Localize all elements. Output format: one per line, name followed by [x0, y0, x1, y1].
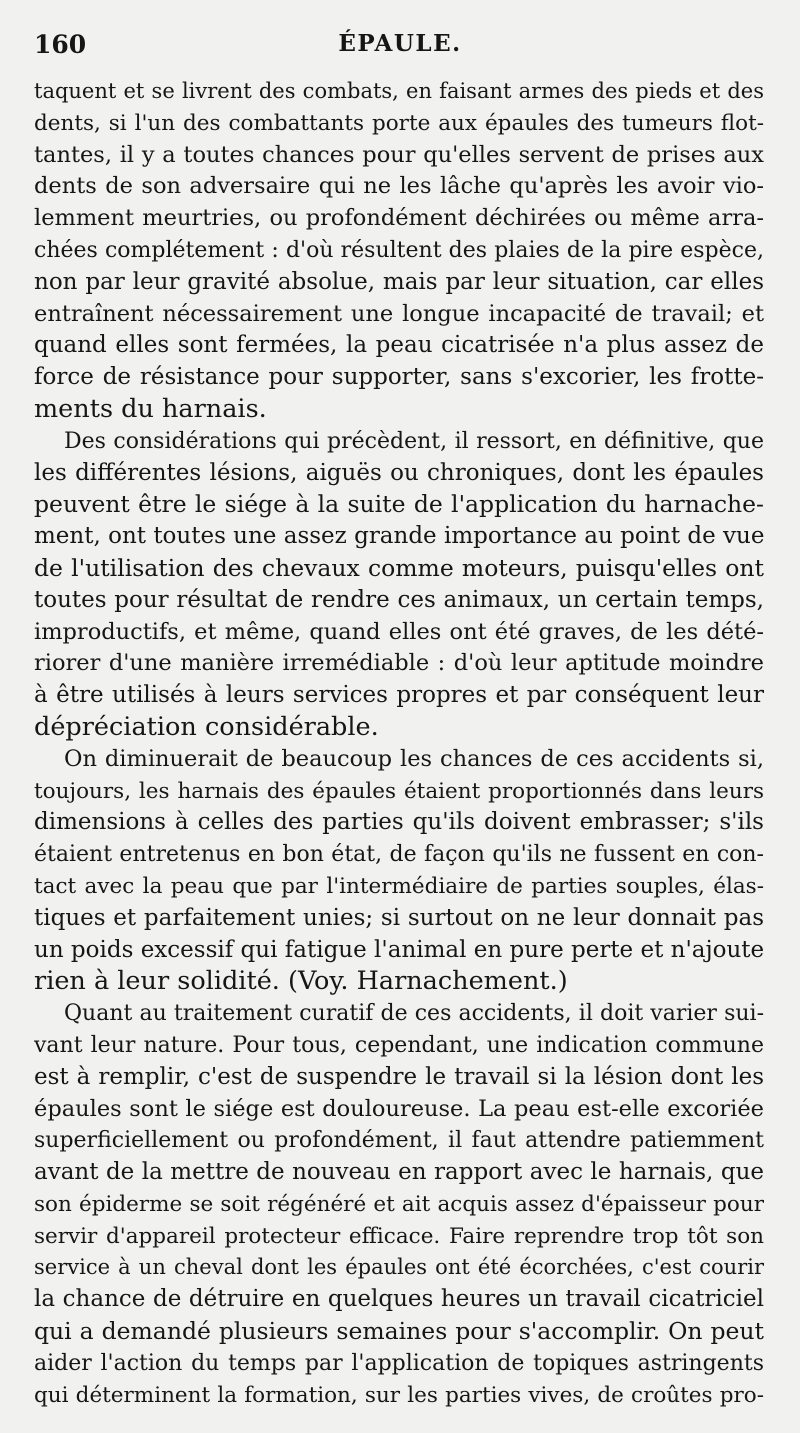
text-line: tantes, il y a toutes chances pour qu'elles servent de prises aux	[34, 141, 764, 168]
text-line: aider l'action du temps par l'application de topiques astringents	[34, 1350, 764, 1376]
text-line: toutes pour résultat de rendre ces animaux, un certain temps,	[34, 586, 764, 613]
page-header	[34, 30, 766, 64]
text-line: tact avec la peau que par l'intermédiaire de parties souples, élas-	[34, 873, 764, 899]
text-line: improductifs, et même, quand elles ont été graves, de les dété-	[34, 618, 764, 645]
text-line: tiques et parfaitement unies; si surtout on ne leur donnait pas	[34, 904, 764, 931]
text-line: vant leur nature. Pour tous, cependant, une indication commune	[34, 1032, 764, 1058]
text-line: toujours, les harnais des épaules étaient proportionnés dans leurs	[34, 778, 764, 804]
text-line: riorer d'une manière irremédiable : d'où leur aptitude moindre	[34, 650, 764, 677]
text-line: à être utilisés à leurs services propres et par conséquent leur	[34, 682, 764, 709]
text-line: force de résistance pour supporter, sans s'excorier, les frotte-	[34, 364, 764, 391]
text-line: On diminuerait de beaucoup les chances de ces accidents si,	[64, 745, 764, 772]
text-line: chées complétement : d'où résultent des plaies de la pire espèce,	[34, 237, 764, 263]
text-line: qui a demandé plusieurs semaines pour s'accomplir. On peut	[34, 1317, 764, 1346]
text-line: épaules sont le siége est douloureuse. La peau est-elle excoriée	[34, 1095, 764, 1122]
text-line: taquent et se livrent des combats, en faisant armes des pieds et des	[34, 79, 764, 103]
text-line: de l'utilisation des chevaux comme moteurs, puisqu'elles ont	[34, 553, 764, 582]
text-line: qui déterminent la formation, sur les parties vives, de croûtes pro-	[34, 1382, 764, 1408]
text-line: service à un cheval dont les épaules ont été écorchées, c'est courir	[34, 1255, 764, 1280]
text-line: Des considérations qui précèdent, il ressort, en définitive, que	[64, 428, 764, 454]
text-line: étaient entretenus en bon état, de façon qu'ils ne fussent en con-	[34, 842, 764, 868]
running-head: ÉPAULE.	[338, 30, 462, 57]
text-line: ments du harnais.	[34, 393, 267, 424]
body-text	[34, 76, 764, 1411]
text-line: ment, ont toutes une assez grande importance au point de vue	[34, 523, 764, 550]
text-line: servir d'appareil protecteur efficace. Faire reprendre trop tôt son	[34, 1223, 764, 1249]
text-line: un poids excessif qui fatigue l'animal en pure perte et n'ajoute	[34, 936, 764, 963]
text-line: non par leur gravité absolue, mais par leur situation, car elles	[34, 268, 764, 295]
text-line: peuvent être le siége à la suite de l'application du harnache-	[34, 490, 764, 519]
text-line: rien à leur solidité. (Voy. Harnachement.)	[34, 966, 568, 997]
text-line: Quant au traitement curatif de ces accidents, il doit varier sui-	[64, 1001, 764, 1027]
page-number: 160	[34, 30, 87, 59]
text-line: son épiderme se soit régénéré et ait acquis assez d'épaisseur pour	[34, 1191, 764, 1217]
text-line: les différentes lésions, aiguës ou chroniques, dont les épaules	[34, 459, 764, 486]
text-line: la chance de détruire en quelques heures un travail cicatriciel	[34, 1286, 764, 1313]
text-line: est à remplir, c'est de suspendre le travail si la lésion dont les	[34, 1063, 764, 1090]
text-line: dents, si l'un des combattants porte aux épaules des tumeurs flot-	[34, 110, 764, 136]
text-line: dimensions à celles des parties qu'ils doivent embrasser; s'ils	[34, 809, 764, 836]
text-line: lemment meurtries, ou profondément déchirées ou même arra-	[34, 205, 764, 232]
text-line: dents de son adversaire qui ne les lâche qu'après les avoir vio-	[34, 173, 764, 200]
text-line: dépréciation considérable.	[34, 711, 379, 742]
text-line: quand elles sont fermées, la peau cicatrisée n'a plus assez de	[34, 332, 764, 359]
text-line: superficiellement ou profondément, il faut attendre patiemment	[34, 1128, 764, 1154]
text-line: avant de la mettre de nouveau en rapport avec le harnais, que	[34, 1159, 764, 1186]
text-line: entraînent nécessairement une longue incapacité de travail; et	[34, 300, 764, 327]
